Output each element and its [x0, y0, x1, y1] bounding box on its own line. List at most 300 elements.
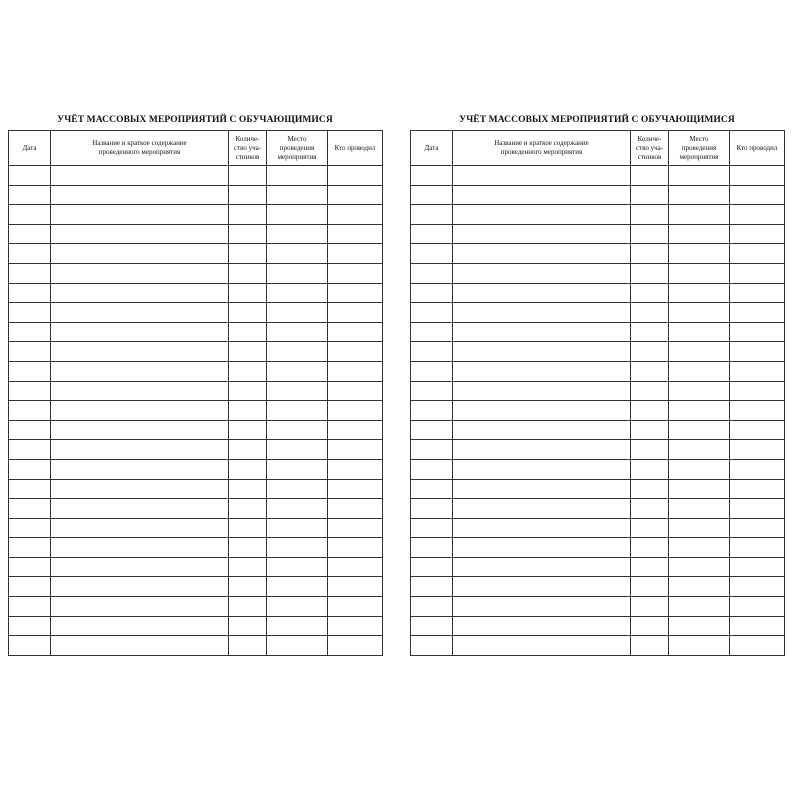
event-name-cell	[453, 381, 631, 401]
table-row	[9, 499, 383, 519]
table-header-row	[9, 131, 383, 166]
location-cell	[267, 459, 328, 479]
participant-count-cell	[631, 244, 669, 264]
table-row	[9, 263, 383, 283]
column-header-conducted-by: Кто проводил	[328, 131, 383, 166]
event-name-cell	[51, 440, 229, 460]
table-row	[9, 322, 383, 342]
table-row	[411, 420, 785, 440]
location-cell	[267, 479, 328, 499]
event-name-cell	[51, 401, 229, 421]
participant-count-cell	[631, 577, 669, 597]
conducted-by-cell	[328, 322, 383, 342]
table-row	[411, 244, 785, 264]
conducted-by-cell	[730, 263, 785, 283]
date-cell	[411, 263, 453, 283]
event-name-cell	[453, 166, 631, 186]
event-name-cell	[453, 224, 631, 244]
date-cell	[411, 518, 453, 538]
table-row	[411, 616, 785, 636]
conducted-by-cell	[328, 263, 383, 283]
event-name-cell	[453, 459, 631, 479]
table-row	[411, 322, 785, 342]
participant-count-cell	[631, 205, 669, 225]
location-cell	[669, 185, 730, 205]
table-row	[411, 401, 785, 421]
conducted-by-cell	[730, 381, 785, 401]
event-name-cell	[453, 185, 631, 205]
event-name-cell	[51, 205, 229, 225]
location-cell	[669, 342, 730, 362]
location-cell	[267, 636, 328, 656]
table-row	[411, 459, 785, 479]
location-cell	[669, 322, 730, 342]
date-cell	[9, 597, 51, 617]
location-cell	[267, 616, 328, 636]
table-row	[411, 538, 785, 558]
date-cell	[9, 381, 51, 401]
participant-count-cell	[229, 303, 267, 323]
conducted-by-cell	[328, 616, 383, 636]
location-cell	[669, 224, 730, 244]
participant-count-cell	[229, 244, 267, 264]
event-name-cell	[51, 224, 229, 244]
location-cell	[669, 518, 730, 538]
table-row	[9, 166, 383, 186]
event-name-cell	[51, 479, 229, 499]
participant-count-cell	[631, 303, 669, 323]
conducted-by-cell	[730, 342, 785, 362]
date-cell	[9, 322, 51, 342]
date-cell	[9, 518, 51, 538]
date-cell	[411, 577, 453, 597]
table-row	[411, 636, 785, 656]
event-name-cell	[51, 283, 229, 303]
event-name-cell	[453, 538, 631, 558]
location-cell	[267, 244, 328, 264]
date-cell	[411, 636, 453, 656]
location-cell	[669, 420, 730, 440]
table-row	[9, 283, 383, 303]
table-row	[9, 224, 383, 244]
date-cell	[411, 322, 453, 342]
conducted-by-cell	[730, 479, 785, 499]
conducted-by-cell	[328, 303, 383, 323]
location-cell	[669, 557, 730, 577]
participant-count-cell	[631, 283, 669, 303]
conducted-by-cell	[328, 283, 383, 303]
date-cell	[411, 616, 453, 636]
participant-count-cell	[229, 577, 267, 597]
event-name-cell	[51, 538, 229, 558]
participant-count-cell	[631, 499, 669, 519]
participant-count-cell	[229, 283, 267, 303]
event-name-cell	[453, 440, 631, 460]
participant-count-cell	[631, 518, 669, 538]
table-row	[411, 283, 785, 303]
location-cell	[267, 557, 328, 577]
location-cell	[669, 401, 730, 421]
conducted-by-cell	[730, 636, 785, 656]
event-name-cell	[453, 244, 631, 264]
conducted-by-cell	[328, 401, 383, 421]
location-cell	[267, 440, 328, 460]
event-name-cell	[51, 322, 229, 342]
participant-count-cell	[631, 597, 669, 617]
date-cell	[411, 557, 453, 577]
event-name-cell	[453, 597, 631, 617]
event-name-cell	[51, 185, 229, 205]
participant-count-cell	[229, 440, 267, 460]
page-title: УЧЁТ МАССОВЫХ МЕРОПРИЯТИЙ С ОБУЧАЮЩИМИСЯ	[57, 115, 333, 125]
right-page	[410, 114, 784, 656]
table-row	[9, 381, 383, 401]
location-cell	[267, 538, 328, 558]
event-name-cell	[453, 577, 631, 597]
table-header-row	[411, 131, 785, 166]
event-name-cell	[453, 303, 631, 323]
location-cell	[669, 616, 730, 636]
location-cell	[669, 499, 730, 519]
location-cell	[267, 518, 328, 538]
date-cell	[9, 459, 51, 479]
participant-count-cell	[229, 361, 267, 381]
event-name-cell	[51, 342, 229, 362]
event-name-cell	[51, 616, 229, 636]
table-row	[9, 303, 383, 323]
event-name-cell	[51, 636, 229, 656]
location-cell	[669, 205, 730, 225]
table-row	[9, 479, 383, 499]
date-cell	[411, 401, 453, 421]
location-cell	[669, 244, 730, 264]
date-cell	[9, 303, 51, 323]
date-cell	[9, 557, 51, 577]
location-cell	[669, 166, 730, 186]
participant-count-cell	[229, 479, 267, 499]
events-table	[410, 130, 785, 656]
table-row	[411, 479, 785, 499]
location-cell	[267, 263, 328, 283]
date-cell	[9, 440, 51, 460]
participant-count-cell	[229, 166, 267, 186]
date-cell	[9, 224, 51, 244]
event-name-cell	[51, 303, 229, 323]
date-cell	[411, 283, 453, 303]
column-header-event-name: Название и краткое содержание проведенного мероприятия	[453, 131, 631, 166]
participant-count-cell	[631, 479, 669, 499]
table-row	[411, 361, 785, 381]
conducted-by-cell	[328, 597, 383, 617]
table-row	[411, 342, 785, 362]
location-cell	[669, 361, 730, 381]
conducted-by-cell	[328, 244, 383, 264]
table-row	[9, 205, 383, 225]
participant-count-cell	[631, 185, 669, 205]
conducted-by-cell	[730, 440, 785, 460]
location-cell	[267, 381, 328, 401]
conducted-by-cell	[328, 459, 383, 479]
participant-count-cell	[229, 557, 267, 577]
date-cell	[411, 597, 453, 617]
table-body	[9, 166, 383, 656]
event-name-cell	[51, 166, 229, 186]
date-cell	[9, 361, 51, 381]
conducted-by-cell	[730, 499, 785, 519]
conducted-by-cell	[730, 557, 785, 577]
date-cell	[9, 499, 51, 519]
conducted-by-cell	[730, 577, 785, 597]
table-body	[411, 166, 785, 656]
event-name-cell	[453, 205, 631, 225]
conducted-by-cell	[328, 636, 383, 656]
event-name-cell	[51, 518, 229, 538]
event-name-cell	[51, 244, 229, 264]
conducted-by-cell	[730, 244, 785, 264]
conducted-by-cell	[730, 361, 785, 381]
location-cell	[267, 205, 328, 225]
participant-count-cell	[229, 205, 267, 225]
participant-count-cell	[631, 381, 669, 401]
event-name-cell	[453, 479, 631, 499]
event-name-cell	[51, 263, 229, 283]
conducted-by-cell	[730, 518, 785, 538]
participant-count-cell	[631, 166, 669, 186]
table-row	[411, 303, 785, 323]
participant-count-cell	[229, 263, 267, 283]
date-cell	[411, 499, 453, 519]
participant-count-cell	[631, 459, 669, 479]
conducted-by-cell	[328, 538, 383, 558]
conducted-by-cell	[730, 166, 785, 186]
date-cell	[9, 205, 51, 225]
date-cell	[9, 420, 51, 440]
page-title: УЧЁТ МАССОВЫХ МЕРОПРИЯТИЙ С ОБУЧАЮЩИМИСЯ	[459, 115, 735, 125]
table-row	[411, 263, 785, 283]
date-cell	[9, 342, 51, 362]
location-cell	[267, 361, 328, 381]
participant-count-cell	[229, 597, 267, 617]
event-name-cell	[453, 361, 631, 381]
table-row	[411, 185, 785, 205]
event-name-cell	[453, 401, 631, 421]
conducted-by-cell	[328, 166, 383, 186]
conducted-by-cell	[730, 401, 785, 421]
participant-count-cell	[229, 636, 267, 656]
event-name-cell	[51, 499, 229, 519]
date-cell	[411, 420, 453, 440]
date-cell	[9, 244, 51, 264]
location-cell	[669, 538, 730, 558]
event-name-cell	[453, 557, 631, 577]
event-name-cell	[51, 557, 229, 577]
conducted-by-cell	[730, 205, 785, 225]
column-header-participant-count: Количе- ство уча- стников	[229, 131, 267, 166]
conducted-by-cell	[328, 518, 383, 538]
event-name-cell	[51, 381, 229, 401]
date-cell	[9, 283, 51, 303]
date-cell	[9, 636, 51, 656]
date-cell	[411, 440, 453, 460]
table-row	[411, 224, 785, 244]
participant-count-cell	[229, 224, 267, 244]
event-name-cell	[453, 518, 631, 538]
table-row	[411, 205, 785, 225]
event-name-cell	[453, 322, 631, 342]
location-cell	[669, 577, 730, 597]
conducted-by-cell	[730, 303, 785, 323]
column-header-event-name: Название и краткое содержание проведенного мероприятия	[51, 131, 229, 166]
table-row	[411, 499, 785, 519]
event-name-cell	[51, 597, 229, 617]
participant-count-cell	[631, 557, 669, 577]
date-cell	[9, 479, 51, 499]
event-name-cell	[51, 361, 229, 381]
conducted-by-cell	[328, 342, 383, 362]
location-cell	[267, 420, 328, 440]
location-cell	[267, 166, 328, 186]
event-name-cell	[453, 283, 631, 303]
participant-count-cell	[631, 224, 669, 244]
date-cell	[411, 538, 453, 558]
participant-count-cell	[229, 322, 267, 342]
conducted-by-cell	[730, 283, 785, 303]
date-cell	[9, 263, 51, 283]
table-row	[411, 577, 785, 597]
conducted-by-cell	[730, 322, 785, 342]
location-cell	[669, 283, 730, 303]
date-cell	[411, 205, 453, 225]
date-cell	[411, 361, 453, 381]
table-row	[9, 597, 383, 617]
location-cell	[669, 263, 730, 283]
location-cell	[267, 597, 328, 617]
location-cell	[267, 342, 328, 362]
table-row	[9, 185, 383, 205]
location-cell	[267, 283, 328, 303]
location-cell	[669, 459, 730, 479]
participant-count-cell	[631, 636, 669, 656]
table-row	[411, 381, 785, 401]
date-cell	[411, 224, 453, 244]
column-header-location: Место проведения мероприятия	[267, 131, 328, 166]
date-cell	[9, 401, 51, 421]
participant-count-cell	[631, 616, 669, 636]
participant-count-cell	[631, 263, 669, 283]
participant-count-cell	[229, 499, 267, 519]
participant-count-cell	[631, 322, 669, 342]
event-name-cell	[453, 420, 631, 440]
date-cell	[9, 538, 51, 558]
location-cell	[669, 597, 730, 617]
table-row	[9, 342, 383, 362]
conducted-by-cell	[328, 361, 383, 381]
event-name-cell	[51, 459, 229, 479]
left-page	[8, 114, 382, 656]
conducted-by-cell	[730, 459, 785, 479]
participant-count-cell	[631, 538, 669, 558]
conducted-by-cell	[730, 185, 785, 205]
conducted-by-cell	[328, 577, 383, 597]
conducted-by-cell	[328, 224, 383, 244]
table-row	[9, 401, 383, 421]
location-cell	[669, 479, 730, 499]
location-cell	[267, 499, 328, 519]
table-row	[9, 244, 383, 264]
participant-count-cell	[631, 420, 669, 440]
participant-count-cell	[229, 420, 267, 440]
conducted-by-cell	[730, 538, 785, 558]
table-row	[411, 518, 785, 538]
table-row	[9, 518, 383, 538]
column-header-date: Дата	[9, 131, 51, 166]
event-name-cell	[51, 577, 229, 597]
location-cell	[669, 381, 730, 401]
event-name-cell	[453, 263, 631, 283]
date-cell	[411, 244, 453, 264]
participant-count-cell	[229, 381, 267, 401]
location-cell	[267, 224, 328, 244]
table-row	[9, 636, 383, 656]
table-row	[411, 597, 785, 617]
event-name-cell	[453, 499, 631, 519]
participant-count-cell	[229, 401, 267, 421]
conducted-by-cell	[328, 479, 383, 499]
date-cell	[411, 185, 453, 205]
table-row	[9, 577, 383, 597]
table-row	[9, 616, 383, 636]
date-cell	[9, 185, 51, 205]
conducted-by-cell	[730, 224, 785, 244]
location-cell	[669, 303, 730, 323]
date-cell	[411, 166, 453, 186]
location-cell	[267, 303, 328, 323]
date-cell	[411, 381, 453, 401]
conducted-by-cell	[328, 440, 383, 460]
date-cell	[411, 342, 453, 362]
conducted-by-cell	[328, 205, 383, 225]
column-header-conducted-by: Кто проводил	[730, 131, 785, 166]
participant-count-cell	[229, 342, 267, 362]
conducted-by-cell	[328, 499, 383, 519]
location-cell	[267, 401, 328, 421]
location-cell	[267, 322, 328, 342]
column-header-date: Дата	[411, 131, 453, 166]
participant-count-cell	[229, 459, 267, 479]
date-cell	[411, 303, 453, 323]
table-row	[9, 440, 383, 460]
participant-count-cell	[631, 361, 669, 381]
events-table	[8, 130, 383, 656]
date-cell	[411, 459, 453, 479]
table-row	[9, 459, 383, 479]
table-row	[9, 420, 383, 440]
participant-count-cell	[229, 538, 267, 558]
conducted-by-cell	[328, 185, 383, 205]
date-cell	[411, 479, 453, 499]
event-name-cell	[453, 342, 631, 362]
conducted-by-cell	[730, 420, 785, 440]
conducted-by-cell	[730, 597, 785, 617]
table-row	[411, 166, 785, 186]
table-row	[411, 440, 785, 460]
participant-count-cell	[229, 616, 267, 636]
event-name-cell	[453, 636, 631, 656]
date-cell	[9, 166, 51, 186]
location-cell	[267, 185, 328, 205]
table-row	[9, 538, 383, 558]
conducted-by-cell	[328, 381, 383, 401]
